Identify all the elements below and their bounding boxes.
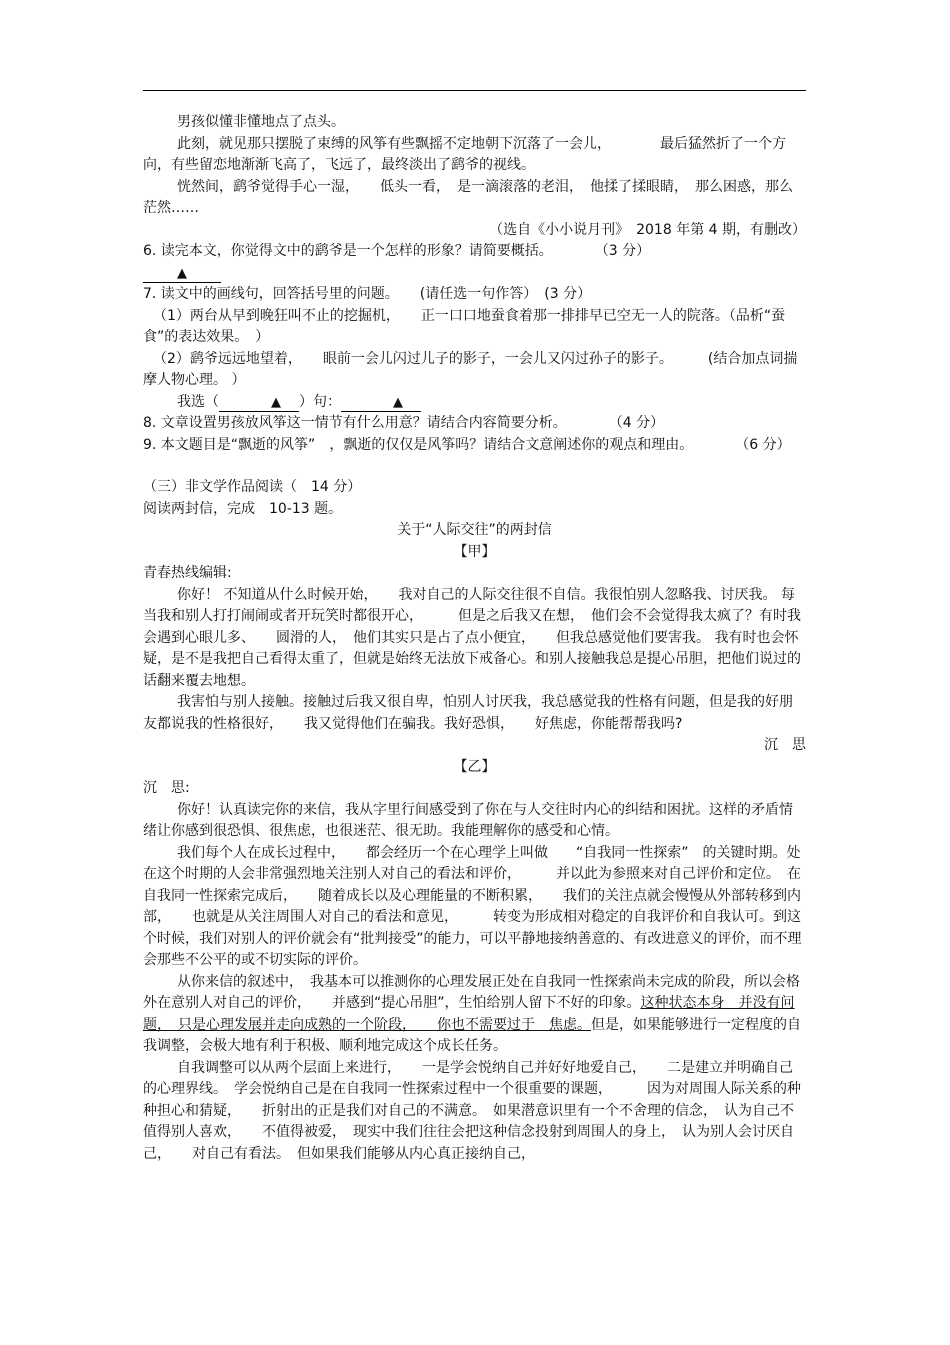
section-instruction: 阅读两封信，完成 10-13 题。: [143, 500, 343, 517]
letter-b-paragraph: 自我调整可以从两个层面上来进行， 一是学会悦纳自己并好好地爱自己， 二是建立并明确自己的心理界线。 学会悦纳自己是在自我同一性探索过程中一个很重要的课题， 因为对周围人际关系的种种担心和猜疑， 折射出的正是我们对自己的不满意。 如果潜意识里有一个不舍理的信念， 认为自己不值得别人喜欢， 不值得被爱， 现实中我们往往会把这种信念投射到周围人的身上， 认为别人会讨厌自己， 对自己有看法。 但如果我们能够从内心真正接纳自己，: [143, 1059, 801, 1162]
letter-b-label: 【乙】: [453, 758, 496, 775]
letter-b-salutation: 沉 思:: [143, 780, 190, 796]
triangle-icon: ▲: [393, 394, 403, 410]
letter-a-paragraph: 你好！ 不知道从什么时候开始， 我对自己的人际交往很不自信。我很怕别人忽略我、讨厌我。 每当我和别人打打闹闹或者开玩笑时都很开心， 但是之后我又在想， 他们会不会觉得我太疯了？有时我会遇到心眼儿多、 圆滑的人， 他们其实只是占了点小便宜， 但我总感觉他们要害我。 我有时也会怀疑，是不是我把自己看得太重了，但就是始终无法放下戒备心。和别人接触我总是提心吊胆，把他们说过的话翻来覆去地想。: [143, 586, 801, 689]
header-rule: [143, 90, 806, 91]
answer-blank: [143, 265, 221, 283]
letter-b-paragraph: 我们每个人在成长过程中， 都会经历一个在心理学上叫做 “自我同一性探索” 的关键时期。处在这个时期的人会非常强烈地关注别人对自己的看法和评价， 并以此为参照来对自己评价和定位。 在自我同一性探索完成后， 随着成长以及心理能量的不断积累， 我们的关注点就会慢慢从外部转移到内部， 也就是从关注周围人对自己的看法和意见， 转变为形成相对稳定的自我评价和自我认可。到这个时候，我们对别人的评价就会有“批判接受”的能力，可以平静地接纳善意的、有改进意义的评价，而不理会那些不公平的或不切实际的评价。: [143, 844, 802, 968]
letter-a-paragraph: 我害怕与别人接触。接触过后我又很自卑，怕别人讨厌我，我总感觉我的性格有问题，但是我的好朋友都说我的性格很好， 我又觉得他们在骗我。我好恐惧， 好焦虑，你能帮帮我吗?: [143, 694, 793, 732]
answer-blank: [219, 394, 299, 412]
story-paragraph: 恍然间，鹞爷觉得手心一湿， 低头一看， 是一滴滚落的老泪， 他揉了揉眼睛， 那么困惑，那么茫然……: [143, 178, 793, 216]
document-page: [143, 112, 806, 1165]
question-9: 9. 本文题目是“飘逝的风筝” ，飘逝的仅仅是风筝吗？请结合文意阐述你的观点和理由。 （6 分）: [143, 436, 791, 453]
section-title: 关于“人际交往”的两封信: [397, 522, 552, 538]
choose-prefix: 我选（: [177, 393, 219, 410]
letter-b-paragraph: 你好！认真读完你的来信，我从字里行间感受到了你在与人交往时内心的纠结和困扰。这样的矛盾情绪让你感到很恐惧、很焦虑，也很迷茫、很无助。我能理解你的感受和心情。: [143, 801, 793, 839]
answer-line-q6: [143, 263, 806, 285]
letter-a-salutation: 青春热线编辑:: [143, 565, 232, 581]
paragraph-tail: 但是，如果能够进行一定程度的自我调整，会极大地有利于积极、顺利地完成这个成长任务。: [143, 1016, 801, 1054]
section-heading: （三）非文学作品阅读（ 14 分）: [143, 479, 362, 495]
letter-b-paragraph: [143, 972, 806, 1058]
letter-a-label: 【甲】: [453, 543, 496, 560]
spacer: [143, 456, 806, 477]
question-8: 8. 文章设置男孩放风筝这一情节有什么用意？请结合内容简要分析。 （4 分）: [143, 415, 665, 431]
letter-a-signature: 沉 思: [764, 737, 806, 753]
triangle-icon: ▲: [271, 394, 281, 410]
story-paragraph: 此刻，就见那只摆脱了束缚的风筝有些飘摇不定地朝下沉落了一会儿， 最后猛然折了一个方向，有些留恋地渐渐飞高了，飞远了，最终淡出了鹞爷的视线。: [143, 135, 786, 173]
paragraph-lead: 从你来信的叙述中， 我基本可以推测你的心理发展正处在自我同一性探索尚未完成的阶段，所以会格外在意别人对自己的评价， 并感到“提心吊胆”，生怕给别人留下不好的印象。: [143, 973, 800, 1011]
question-7-2: （2）鹞爷远远地望着， 眼前一会儿闪过儿子的影子，一会儿又闪过孙子的影子。 (结合加点词揣摩人物心理。 ）: [143, 350, 798, 388]
question-7: 7. 读文中的画线句，回答括号里的问题。 (请任选一句作答） (3 分）: [143, 286, 592, 302]
choose-mid: ）句：: [299, 393, 341, 410]
question-6: 6. 读完本文，你觉得文中的鹞爷是一个怎样的形象？请简要概括。 （3 分）: [143, 243, 651, 259]
underlined-sentence: 这种状态本身 并没有问题， 只是心理发展并走向成熟的一个阶段， 你也不需要过于 焦虑。: [143, 995, 795, 1033]
answer-blank: [341, 394, 421, 412]
choose-line: [143, 392, 806, 414]
story-paragraph: 男孩似懂非懂地点了点头。: [177, 114, 345, 130]
triangle-icon: ▲: [177, 265, 187, 281]
story-source: （选自《小小说月刊》 2018 年第 4 期，有删改）: [489, 221, 806, 238]
question-7-1: （1）两台从早到晚狂叫不止的挖掘机， 正一口口地蚕食着那一排排早已空无一人的院落。（品析“蚕食”的表达效果。 ）: [143, 307, 786, 345]
